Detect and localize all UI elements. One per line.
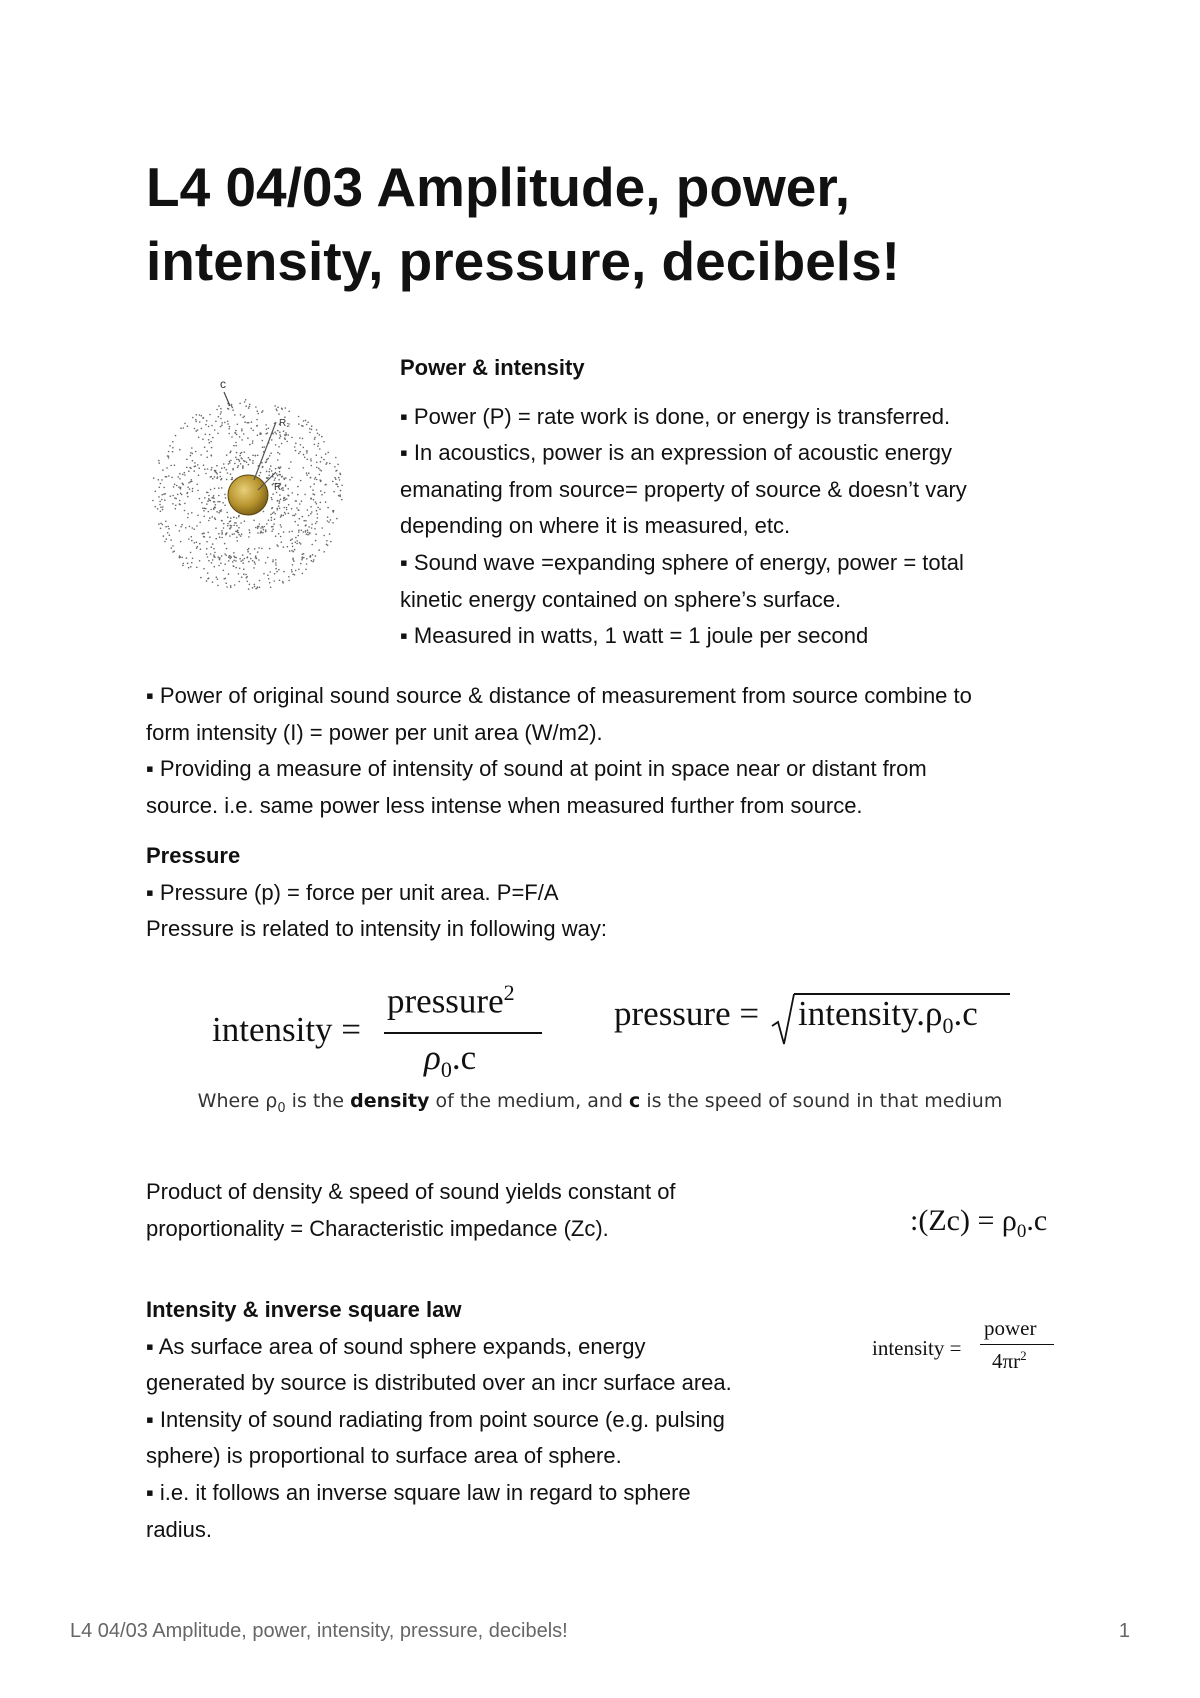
power-heading: Power & intensity [400,355,585,380]
impedance-line: Product of density & speed of sound yields constant of [146,1179,676,1204]
pressure-formula [614,988,1014,1058]
formula-caption: Where $\rho_0$ is the density of the medium, and c is the speed of sound in that medium [197,1090,1003,1116]
inverse-heading: Intensity & inverse square law [146,1297,462,1322]
sqrt-icon [770,992,796,1048]
expanding-sphere-diagram [146,372,346,596]
intensity-paragraph [146,678,1066,824]
inverse-line: radius. [146,1516,213,1542]
page-footer [70,1620,1130,1643]
label-c: c [220,377,226,391]
formula-lhs: intensity = [212,1010,362,1049]
radicand: $intensity.\rho_0.c$ [798,994,978,1038]
impedance-formula: :(Zc) = $\rho_0.c$ [910,1204,1048,1242]
fraction-bar [980,1344,1054,1345]
intensity-line: ▪ Power of original sound source & distance of measurement from source combine to [146,683,972,708]
pressure-section [146,838,1066,948]
inverse-square-section [146,1292,866,1548]
formula-numerator: power [984,1316,1037,1340]
power-intensity-section [400,350,1080,655]
power-line: depending on where it is measured, etc. [400,513,791,539]
footer-text: L4 04/03 Amplitude, power, intensity, pressure, decibels! [70,1620,568,1642]
inverse-line: generated by source is distributed over an incr surface area. [146,1370,732,1396]
inverse-square-formula [872,1316,1072,1380]
intensity-line: source. i.e. same power less intense when measured further from source. [146,792,863,818]
intensity-line: form intensity (I) = power per unit area (W/m2). [146,719,603,745]
formula-numerator: pressure$^2$ [387,980,515,1021]
formula-denominator: $\rho_0.c$ [424,1038,477,1082]
arrow-c-line [224,392,230,406]
formula-lhs: intensity = [872,1336,962,1360]
label-r1: R₁ [274,482,285,493]
pressure-heading: Pressure [146,843,241,868]
power-line: ▪ In acoustics, power is an expression of acoustic energy [400,440,952,466]
pressure-line: Pressure is related to intensity in following way: [146,916,607,942]
inverse-line: ▪ As surface area of sound sphere expands, energy [146,1333,646,1359]
power-line: ▪ Sound wave =expanding sphere of energy, power = total [400,549,964,575]
fraction-bar [384,1032,542,1034]
intensity-line: ▪ Providing a measure of intensity of sound at point in space near or distant from [146,756,927,782]
inverse-line: ▪ i.e. it follows an inverse square law in regard to sphere [146,1479,691,1505]
power-line: ▪ Power (P) = rate work is done, or energy is transferred. [400,403,951,429]
power-line: ▪ Measured in watts, 1 watt = 1 joule per second [400,623,869,649]
inverse-line: sphere) is proportional to surface area of sphere. [146,1443,622,1469]
label-r2: R₂ [279,418,291,429]
intensity-formula [212,980,542,1090]
impedance-line: proportionality = Characteristic impedance (Zc). [146,1215,609,1241]
formula-denominator: $4\pi r^2$ [992,1348,1027,1373]
inverse-line: ▪ Intensity of sound radiating from point source (e.g. pulsing [146,1406,725,1432]
power-line: emanating from source= property of source & doesn’t vary [400,476,967,502]
pressure-line: ▪ Pressure (p) = force per unit area. P=F/A [146,879,559,905]
sound-source-sphere [228,475,268,515]
page-number: 1 [1118,1620,1130,1642]
formula-lhs: pressure = [614,994,760,1033]
radius-r2-line [254,422,276,480]
power-line: kinetic energy contained on sphere’s surface. [400,586,842,612]
page-title: L4 04/03 Amplitude, power, intensity, pressure, decibels! [146,156,900,292]
impedance-paragraph [146,1174,786,1247]
expanding-sphere-figure [146,372,346,596]
